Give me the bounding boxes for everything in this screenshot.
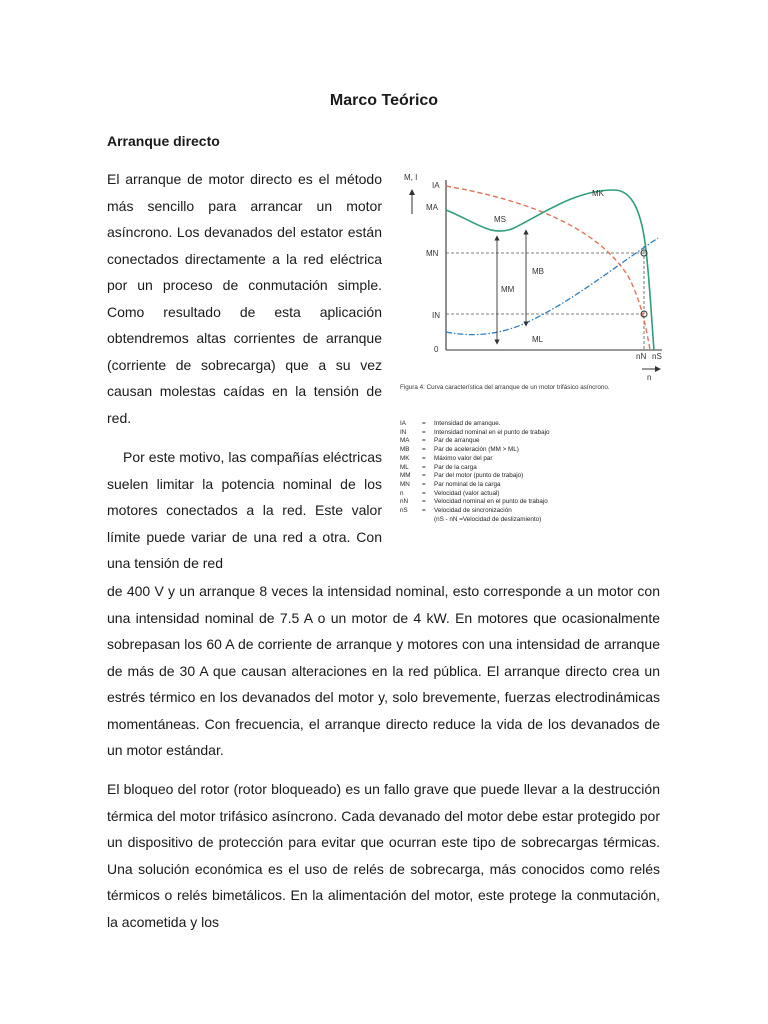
torque-curve [446, 190, 654, 350]
label-ns: nS [652, 352, 662, 361]
legend-row: MN = Par nominal de la carga [400, 480, 501, 488]
label-ia: IA [432, 181, 440, 190]
motor-curve-diagram [396, 166, 668, 398]
legend-row: n = Velocidad (valor actual) [400, 489, 500, 497]
label-mm: MM [501, 285, 515, 294]
legend-note: (nS - nN =Velocidad de deslizamiento) [434, 515, 542, 523]
x-axis-label: n [647, 373, 652, 382]
label-zero: 0 [434, 345, 439, 354]
symbol-legend [400, 420, 550, 524]
paragraph-4: El bloqueo del rotor (rotor bloqueado) es un fallo grave que puede llevar a la destrucción térmica del motor trifásico asíncrono. Cada devanado del motor debe estar protegido por un dispositivo de protección para evitar que ocurran este tipo de sobrecargas térmicas. Una solución económica es el uso de relés de sobrecarga, más conocidos como relés térmicos o relés bimetálicos. En la alimentación del motor, este protege la conmutación, la acometida y los [107, 781, 660, 930]
legend-row: MM = Par del motor (punto de trabajo) [400, 472, 524, 480]
label-ms: MS [494, 215, 506, 224]
paragraph-3: de 400 V y un arranque 8 veces la intensidad nominal, esto corresponde a un motor con una intensidad nominal de 7.5 A o un motor de 4 kW. En motores que ocasionalmente sobrepasan los 60 A de corriente de arranque y motores con una intensidad de arranque de más de 30 A que causan alteraciones en la red pública. El arranque directo crea un estrés térmico en los devanados del motor y, solo brevemente, fuerzas electrodinámicas momentáneas. Con frecuencia, el arranque directo reduce la vida de los devanados de un motor estándar. [107, 583, 660, 758]
legend-row: MB = Par de aceleración (MM > ML) [400, 446, 519, 454]
label-ml: ML [532, 335, 544, 344]
label-ma: MA [426, 203, 438, 212]
motor-start-curve-figure [396, 166, 668, 398]
legend-row: IN = Intensidad nominal en el punto de trabajo [400, 428, 550, 436]
page-title: Marco Teórico [329, 92, 439, 109]
label-mb: MB [532, 267, 544, 276]
label-nn: nN [636, 352, 647, 361]
label-mn: MN [426, 249, 439, 258]
legend-row: ML = Par de la carga [400, 463, 477, 471]
section-heading: Arranque directo [107, 133, 220, 149]
label-in: IN [432, 311, 440, 320]
legend-row: IA = Intensidad de arranque. [400, 420, 501, 427]
paragraph-1: El arranque de motor directo es el método más sencillo para arrancar un motor asíncrono. Los devanados del estator están conectados directamente a la red eléctrica por un proceso de conmutación simple. Como resultado de esta aplicación obtendremos altas corrientes de arranque (corriente de sobrecarga) que a su vez causan molestas caídas en la tensión de red. [107, 171, 382, 426]
legend-row: MK = Máximo valor del par [400, 454, 493, 462]
paragraph-2: Por este motivo, las compañías eléctricas suelen limitar la potencia nominal de los motores conectados a la red. Este valor límite puede variar de una red a otra. Con una tensión de red [107, 449, 382, 571]
y-axis-label: M, I [404, 173, 418, 182]
legend-row: MA = Par de arranque [400, 437, 480, 445]
legend-row: nS = Velocidad de sincronización [400, 507, 512, 515]
figure-caption: Figura 4: Curva característica del arranque de un motor trifásico asíncrono. [400, 384, 610, 391]
legend-row: nN = Velocidad nominal en el punto de trabajo [400, 498, 548, 506]
label-mk: MK [592, 189, 604, 198]
load-torque-curve [446, 238, 658, 335]
